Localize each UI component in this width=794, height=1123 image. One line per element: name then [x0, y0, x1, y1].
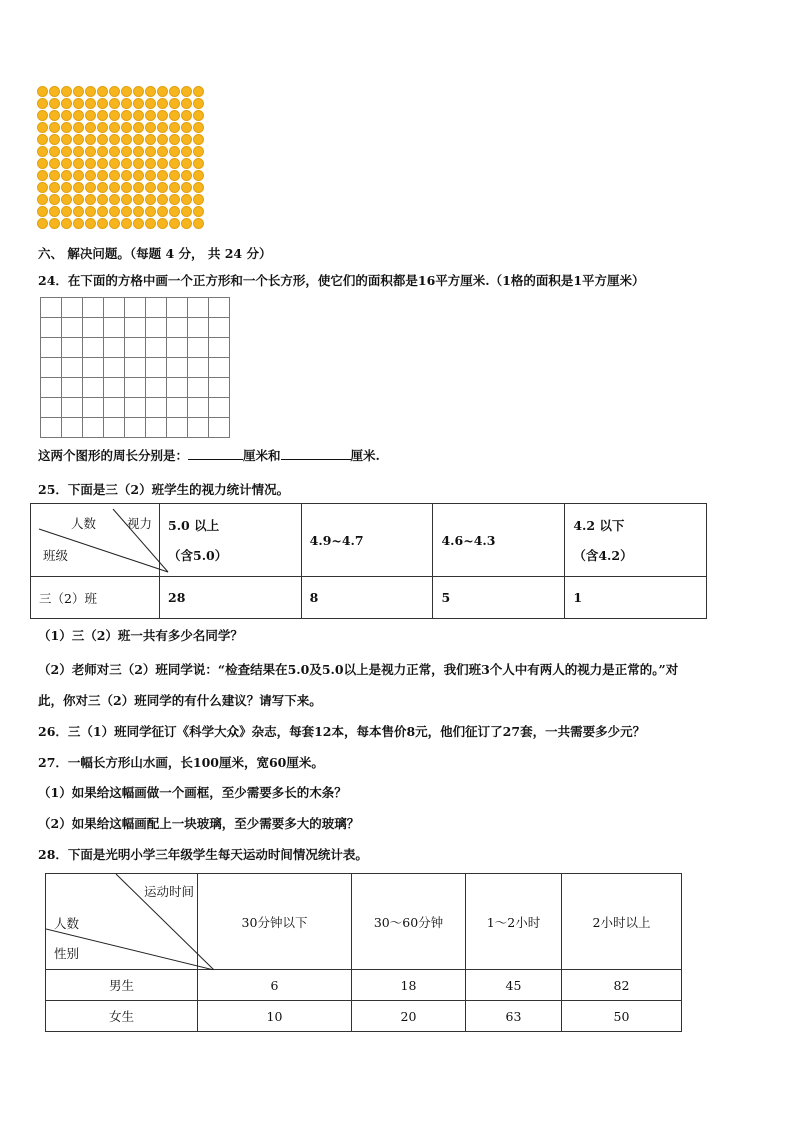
- dot: [157, 218, 168, 229]
- header-cell: 5.0 以上 （含5.0）: [160, 504, 302, 577]
- grid-cell[interactable]: [167, 318, 188, 338]
- grid-cell[interactable]: [104, 378, 125, 398]
- unit-label-1: 厘米和: [243, 448, 281, 463]
- dot: [145, 134, 156, 145]
- dot: [97, 158, 108, 169]
- table-row: [46, 970, 682, 1001]
- dot: [193, 182, 204, 193]
- grid-cell[interactable]: [188, 318, 209, 338]
- dot: [49, 86, 60, 97]
- header-cell: 4.6~4.3: [433, 504, 565, 577]
- grid-cell[interactable]: [125, 318, 146, 338]
- dot: [157, 146, 168, 157]
- dot: [49, 110, 60, 121]
- dot: [121, 182, 132, 193]
- corner-label-vision: 视力: [127, 516, 153, 531]
- grid-cell[interactable]: [146, 358, 167, 378]
- dot: [49, 194, 60, 205]
- dot: [193, 146, 204, 157]
- section-title: 六、 解决问题。（每题 4 分， 共 24 分）: [38, 246, 272, 261]
- dot: [121, 158, 132, 169]
- dot: [121, 86, 132, 97]
- grid-cell[interactable]: [41, 318, 62, 338]
- header-cell: 1～2小时: [466, 874, 562, 970]
- dot: [97, 182, 108, 193]
- grid-cell[interactable]: [62, 418, 83, 438]
- dot: [97, 206, 108, 217]
- dot: [85, 122, 96, 133]
- dot: [169, 86, 180, 97]
- dot: [61, 182, 72, 193]
- grid-cell[interactable]: [188, 398, 209, 418]
- dot: [193, 134, 204, 145]
- grid-cell[interactable]: [104, 358, 125, 378]
- table-row: [46, 1001, 682, 1032]
- dot-grid-image: [37, 86, 205, 230]
- dot: [169, 194, 180, 205]
- grid-cell[interactable]: [146, 418, 167, 438]
- dot: [85, 110, 96, 121]
- grid-cell[interactable]: [146, 398, 167, 418]
- dot: [169, 170, 180, 181]
- grid-cell[interactable]: [104, 338, 125, 358]
- dot: [121, 122, 132, 133]
- dot: [181, 98, 192, 109]
- dot: [73, 98, 84, 109]
- grid-cell[interactable]: [188, 418, 209, 438]
- dot: [193, 206, 204, 217]
- answer-prefix: 这两个图形的周长分别是：: [38, 448, 189, 463]
- diagonal-lines: [31, 504, 176, 577]
- dot: [121, 206, 132, 217]
- dot: [37, 134, 48, 145]
- dot: [157, 134, 168, 145]
- dot: [133, 134, 144, 145]
- grid-cell[interactable]: [62, 398, 83, 418]
- grid-cell[interactable]: [83, 298, 104, 318]
- dot: [85, 86, 96, 97]
- dot: [97, 134, 108, 145]
- row-label: 男生: [46, 970, 198, 1001]
- table-cell: 45: [466, 970, 562, 1001]
- dot: [37, 110, 48, 121]
- dot: [133, 194, 144, 205]
- table-row: [31, 577, 707, 619]
- dot: [181, 110, 192, 121]
- dot: [61, 206, 72, 217]
- dot: [121, 194, 132, 205]
- dot: [181, 146, 192, 157]
- grid-cell[interactable]: [167, 358, 188, 378]
- dot: [61, 122, 72, 133]
- table-cell: 82: [562, 970, 682, 1001]
- question-24: 24．在下面的方格中画一个正方形和一个长方形，使它们的面积都是16平方厘米.（1格的面积是1平方厘米）: [38, 273, 645, 288]
- dot: [109, 194, 120, 205]
- dot: [181, 218, 192, 229]
- dot: [109, 170, 120, 181]
- dot: [109, 110, 120, 121]
- grid-cell[interactable]: [209, 418, 230, 438]
- table-cell: 10: [198, 1001, 352, 1032]
- grid-cell[interactable]: [41, 358, 62, 378]
- dot: [109, 98, 120, 109]
- corner-label-class: 班级: [43, 548, 69, 563]
- dot: [85, 206, 96, 217]
- grid-cell[interactable]: [41, 418, 62, 438]
- dot: [145, 110, 156, 121]
- grid-cell[interactable]: [104, 318, 125, 338]
- grid-cell[interactable]: [104, 298, 125, 318]
- square-grid[interactable]: [40, 297, 230, 438]
- dot: [49, 182, 60, 193]
- dot: [181, 134, 192, 145]
- grid-cell[interactable]: [146, 298, 167, 318]
- dot: [85, 170, 96, 181]
- dot: [133, 158, 144, 169]
- dot: [73, 122, 84, 133]
- dot: [85, 146, 96, 157]
- dot: [121, 170, 132, 181]
- grid-cell[interactable]: [167, 418, 188, 438]
- dot: [49, 98, 60, 109]
- dot: [181, 86, 192, 97]
- dot: [145, 158, 156, 169]
- corner-cell: [31, 504, 160, 577]
- header-cell: 4.9~4.7: [301, 504, 433, 577]
- dot: [97, 122, 108, 133]
- dot: [49, 122, 60, 133]
- dot: [109, 146, 120, 157]
- grid-cell[interactable]: [167, 338, 188, 358]
- dot: [37, 194, 48, 205]
- dot: [109, 158, 120, 169]
- question-28: 28．下面是光明小学三年级学生每天运动时间情况统计表。: [38, 847, 368, 862]
- grid-cell[interactable]: [41, 338, 62, 358]
- grid-cell[interactable]: [104, 398, 125, 418]
- dot: [37, 146, 48, 157]
- row-label: 女生: [46, 1001, 198, 1032]
- dot: [145, 182, 156, 193]
- dot: [133, 122, 144, 133]
- corner-label-count: 人数: [54, 916, 80, 931]
- dot: [181, 182, 192, 193]
- dot: [133, 86, 144, 97]
- dot: [73, 146, 84, 157]
- question-25-part-2-cont: 此，你对三（2）班同学的有什么建议？请写下来。: [38, 693, 322, 708]
- question-26: 26．三（1）班同学征订《科学大众》杂志，每套12本，每本售价8元，他们征订了27套，一共需要多少元？: [38, 724, 646, 739]
- grid-cell[interactable]: [146, 318, 167, 338]
- question-25-part-2: （2）老师对三（2）班同学说：“检查结果在5.0及5.0以上是视力正常，我们班3个人中有两人的视力是正常的。”对: [38, 662, 679, 677]
- dot: [73, 86, 84, 97]
- dot: [145, 218, 156, 229]
- table-cell: 50: [562, 1001, 682, 1032]
- grid-cell[interactable]: [62, 378, 83, 398]
- table-cell: 63: [466, 1001, 562, 1032]
- grid-cell[interactable]: [83, 398, 104, 418]
- dot: [193, 86, 204, 97]
- dot: [169, 182, 180, 193]
- dot: [157, 194, 168, 205]
- dot: [73, 158, 84, 169]
- grid-cell[interactable]: [188, 358, 209, 378]
- dot: [169, 146, 180, 157]
- dot: [145, 122, 156, 133]
- dot: [133, 146, 144, 157]
- grid-cell[interactable]: [125, 418, 146, 438]
- dot: [61, 146, 72, 157]
- dot: [73, 110, 84, 121]
- header-cell: 30～60分钟: [352, 874, 466, 970]
- dot: [49, 218, 60, 229]
- dot: [37, 158, 48, 169]
- corner-label-count: 人数: [71, 516, 97, 531]
- table-cell: 8: [301, 577, 433, 619]
- dot: [61, 218, 72, 229]
- dot: [133, 170, 144, 181]
- dot: [61, 158, 72, 169]
- grid-cell[interactable]: [62, 358, 83, 378]
- header-cell: 2小时以上: [562, 874, 682, 970]
- dot: [193, 122, 204, 133]
- dot: [85, 158, 96, 169]
- dot: [181, 170, 192, 181]
- dot: [85, 98, 96, 109]
- grid-cell[interactable]: [188, 378, 209, 398]
- dot: [193, 98, 204, 109]
- answer-blank-2[interactable]: [281, 447, 351, 460]
- dot: [61, 170, 72, 181]
- grid-cell[interactable]: [41, 378, 62, 398]
- dot: [169, 158, 180, 169]
- dot: [133, 182, 144, 193]
- grid-cell[interactable]: [83, 358, 104, 378]
- corner-label-time: 运动时间: [144, 884, 195, 899]
- dot: [157, 122, 168, 133]
- dot: [157, 86, 168, 97]
- dot: [97, 86, 108, 97]
- dot: [73, 134, 84, 145]
- dot: [157, 98, 168, 109]
- dot: [193, 110, 204, 121]
- grid-cell[interactable]: [125, 358, 146, 378]
- dot: [109, 122, 120, 133]
- dot: [97, 110, 108, 121]
- dot: [157, 182, 168, 193]
- dot: [145, 170, 156, 181]
- perimeter-answer-line: [38, 446, 380, 464]
- dot: [169, 110, 180, 121]
- grid-cell[interactable]: [83, 418, 104, 438]
- dot: [133, 218, 144, 229]
- grid-cell[interactable]: [62, 318, 83, 338]
- grid-cell[interactable]: [188, 338, 209, 358]
- dot: [121, 146, 132, 157]
- dot: [109, 86, 120, 97]
- question-27-part-1: （1）如果给这幅画做一个画框，至少需要多长的木条？: [38, 785, 347, 800]
- dot: [169, 134, 180, 145]
- question-27-part-2: （2）如果给这幅画配上一块玻璃，至少需要多大的玻璃？: [38, 816, 360, 831]
- dot: [49, 146, 60, 157]
- grid-cell[interactable]: [167, 298, 188, 318]
- dot: [97, 146, 108, 157]
- grid-cell[interactable]: [62, 338, 83, 358]
- dot: [121, 134, 132, 145]
- dot: [61, 110, 72, 121]
- grid-cell[interactable]: [83, 378, 104, 398]
- grid-cell[interactable]: [125, 298, 146, 318]
- dot: [37, 218, 48, 229]
- dot: [145, 98, 156, 109]
- dot: [109, 182, 120, 193]
- dot: [97, 194, 108, 205]
- dot: [169, 206, 180, 217]
- dot: [37, 206, 48, 217]
- grid-cell[interactable]: [209, 318, 230, 338]
- dot: [193, 158, 204, 169]
- dot: [157, 170, 168, 181]
- dot: [145, 194, 156, 205]
- grid-cell[interactable]: [83, 338, 104, 358]
- dot: [169, 218, 180, 229]
- header-cell: 30分钟以下: [198, 874, 352, 970]
- grid-cell[interactable]: [209, 398, 230, 418]
- grid-cell[interactable]: [104, 418, 125, 438]
- table-cell: 20: [352, 1001, 466, 1032]
- dot: [145, 206, 156, 217]
- dot: [181, 122, 192, 133]
- question-27: 27．一幅长方形山水画，长100厘米，宽60厘米。: [38, 755, 324, 770]
- dot: [73, 194, 84, 205]
- row-label: 三（2）班: [31, 577, 160, 619]
- dot: [109, 206, 120, 217]
- grid-cell[interactable]: [209, 338, 230, 358]
- dot: [145, 86, 156, 97]
- dot: [121, 110, 132, 121]
- dot: [181, 194, 192, 205]
- grid-cell[interactable]: [209, 358, 230, 378]
- dot: [169, 98, 180, 109]
- grid-cell[interactable]: [209, 378, 230, 398]
- dot: [49, 170, 60, 181]
- dot: [61, 98, 72, 109]
- dot: [61, 194, 72, 205]
- dot: [121, 218, 132, 229]
- dot: [49, 134, 60, 145]
- dot: [85, 218, 96, 229]
- header-cell: 4.2 以下 （含4.2）: [565, 504, 707, 577]
- dot: [157, 206, 168, 217]
- grid-cell[interactable]: [167, 398, 188, 418]
- dot: [73, 182, 84, 193]
- grid-cell[interactable]: [146, 378, 167, 398]
- dot: [181, 158, 192, 169]
- grid-cell[interactable]: [125, 338, 146, 358]
- dot: [157, 110, 168, 121]
- dot: [169, 122, 180, 133]
- vision-table: [30, 503, 707, 619]
- exercise-time-table: [45, 873, 682, 1032]
- table-cell: 5: [433, 577, 565, 619]
- grid-cell[interactable]: [125, 378, 146, 398]
- dot: [85, 134, 96, 145]
- table-cell: 18: [352, 970, 466, 1001]
- table-cell: 1: [565, 577, 707, 619]
- dot: [37, 122, 48, 133]
- grid-cell[interactable]: [125, 398, 146, 418]
- dot: [97, 218, 108, 229]
- grid-cell[interactable]: [188, 298, 209, 318]
- dot: [145, 146, 156, 157]
- dot: [61, 134, 72, 145]
- dot: [97, 98, 108, 109]
- table-cell: 28: [160, 577, 302, 619]
- dot: [73, 170, 84, 181]
- grid-cell[interactable]: [41, 298, 62, 318]
- dot: [85, 194, 96, 205]
- dot: [109, 218, 120, 229]
- unit-label-2: 厘米.: [350, 448, 380, 463]
- table-cell: 6: [198, 970, 352, 1001]
- dot: [181, 206, 192, 217]
- dot: [61, 86, 72, 97]
- dot: [49, 206, 60, 217]
- dot: [37, 98, 48, 109]
- dot: [157, 158, 168, 169]
- grid-cell[interactable]: [146, 338, 167, 358]
- grid-cell[interactable]: [83, 318, 104, 338]
- corner-label-gender: 性别: [54, 946, 80, 961]
- dot: [193, 194, 204, 205]
- answer-blank-1[interactable]: [188, 447, 243, 460]
- dot: [109, 134, 120, 145]
- grid-cell[interactable]: [41, 398, 62, 418]
- dot: [121, 98, 132, 109]
- question-25-part-1: （1）三（2）班一共有多少名同学？: [38, 628, 243, 643]
- corner-cell: [46, 874, 198, 970]
- dot: [85, 182, 96, 193]
- dot: [193, 170, 204, 181]
- dot: [73, 218, 84, 229]
- question-25: 25．下面是三（2）班学生的视力统计情况。: [38, 482, 290, 497]
- dot: [193, 218, 204, 229]
- dot: [97, 170, 108, 181]
- dot: [37, 170, 48, 181]
- grid-cell[interactable]: [209, 298, 230, 318]
- dot: [49, 158, 60, 169]
- dot: [37, 182, 48, 193]
- grid-cell[interactable]: [62, 298, 83, 318]
- dot: [133, 110, 144, 121]
- dot: [73, 206, 84, 217]
- grid-cell[interactable]: [167, 378, 188, 398]
- dot: [133, 206, 144, 217]
- dot: [37, 86, 48, 97]
- dot: [133, 98, 144, 109]
